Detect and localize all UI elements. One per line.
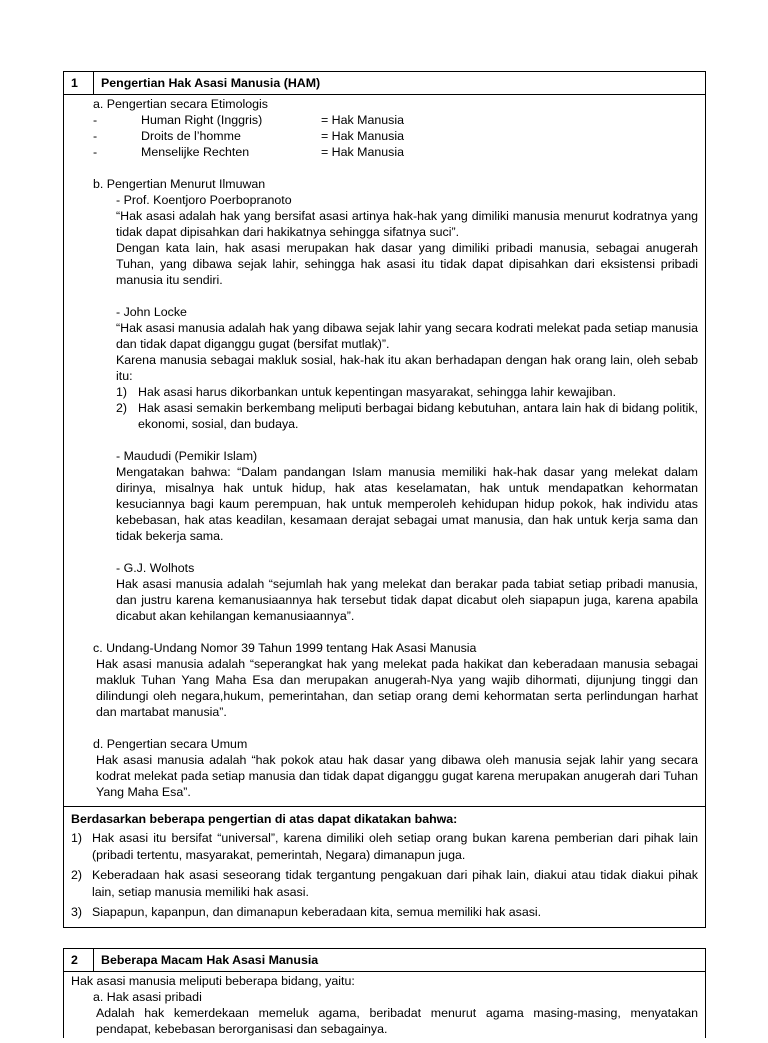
locke-items <box>71 384 698 432</box>
item-number: 3) <box>71 905 83 919</box>
summary-heading: Berdasarkan beberapa pengertian di atas dapat dikatakan bahwa: <box>71 812 458 826</box>
item-text: Hak asasi semakin berkembang meliputi berbagai bidang kebutuhan, antara lain hak di bidang politik, ekonomi, sosial, dan budaya. <box>138 401 698 431</box>
section-title: Pengertian Hak Asasi Manusia (HAM) <box>101 76 321 90</box>
item-number: 1) <box>116 385 128 399</box>
etymology-meaning: = Hak Manusia <box>321 113 404 127</box>
law-text: Hak asasi manusia adalah “seperangkat hak yang melekat pada hakikat dan keberadaan manusia sebagai makluk Tuhan Yang Maha Esa dan merupakan anugerah-Nya yang wajib dihormati, dijunjung tinggi dan dilindungi oleh negara,hukum, pemerintahan, dan setiap orang demi kehormatan serta perlindungan harhat dan martabat manusia”. <box>96 657 698 719</box>
etymology-term: Menselijke Rechten <box>141 145 250 159</box>
section-title: Beberapa Macam Hak Asasi Manusia <box>101 953 319 967</box>
etymology-row <box>71 128 698 144</box>
section-1-body <box>64 95 705 806</box>
maududi-text: Mengatakan bahwa: “Dalam pandangan Islam manusia memiliki hak-hak dasar yang melekat dalam dirinya, misalnya hak untuk hidup, hak atas keselamatan, hak untuk mendapatkan kehormatan kesuciannya bagi kaum perempuan, hak untuk memperoleh kehidupan hidup pokok, hak individu atas kebebasan, hak atas keadilan, kesamaan derajat sebagai umat manusia, dan hak untuk kerja sama dan tidak bekerja sama. <box>116 465 698 543</box>
item-text: Siapapun, kapanpun, dan dimanapun keberadaan kita, semua memiliki hak asasi. <box>92 905 542 919</box>
koentjoro-name: - Prof. Koentjoro Poerbopranoto <box>116 193 292 207</box>
summary-item <box>71 867 698 901</box>
wolhots-name: - G.J. Wolhots <box>116 561 195 575</box>
dash-bullet: - <box>93 145 98 159</box>
item-text: Hak asasi itu bersifat “universal”, karena dimiliki oleh setiap orang bukan karena pemberian dari pihak lain (pribadi tertentu, masyarakat, pemerintah, Negara) dimanapun juga. <box>92 831 698 862</box>
summary-item <box>71 904 698 921</box>
scientists-heading: b. Pengertian Menurut Ilmuwan <box>93 177 266 191</box>
etymology-meaning: = Hak Manusia <box>321 145 404 159</box>
summary-item <box>71 830 698 864</box>
general-text: Hak asasi manusia adalah “hak pokok atau hak dasar yang dibawa oleh manusia sejak lahir yang secara kodrat melekat pada setiap manusia dan tidak dapat diganggu gugat karena merupakan anugerah dari Tuhan Yang Maha Esa”. <box>96 753 698 799</box>
etymology-term: Human Right (Inggris) <box>141 113 263 127</box>
wolhots-text: Hak asasi manusia adalah “sejumlah hak yang melekat dan berakar pada tabiat setiap pribadi manusia, dan justru karena kemanusiaannya hak tersebut tidak dapat dicabut oleh siapapun juga, karena apabila dicabut akan kehilangan kemanusiaannya”. <box>116 577 698 623</box>
maududi-name: - Maududi (Pemikir Islam) <box>116 449 258 463</box>
koentjoro-text: Dengan kata lain, hak asasi merupakan hak dasar yang dimiliki pribadi manusia, sebagai anugerah Tuhan, yang dibawa sejak lahir, sehingga hak asasi itu tidak dapat dipisahkan dari eksistensi pribadi manusia itu sendiri. <box>116 241 698 287</box>
locke-item <box>71 384 698 400</box>
etymology-term: Droits de l’homme <box>141 129 241 143</box>
section-1-header <box>64 72 705 95</box>
dash-bullet: - <box>93 113 98 127</box>
locke-quote: “Hak asasi manusia adalah hak yang dibawa sejak lahir yang secara kodrati melekat pada setiap manusia dan tidak dapat diganggu gugat (bersifat mutlak)”. <box>116 321 698 351</box>
section-2-intro: Hak asasi manusia meliputi beberapa bidang, yaitu: <box>71 974 355 988</box>
section-2-header <box>64 949 705 972</box>
etymology-row <box>71 112 698 128</box>
etymology-list <box>71 112 698 160</box>
section-number: 1 <box>64 72 94 94</box>
item-number: 2) <box>71 868 83 882</box>
dash-bullet: - <box>93 129 98 143</box>
personal-rights-heading: a. Hak asasi pribadi <box>93 990 202 1004</box>
section-1-box <box>63 71 706 928</box>
locke-text: Karena manusia sebagai makluk sosial, hak-hak itu akan berhadapan dengan hak orang lain, oleh sebab itu: <box>116 353 698 383</box>
etymology-heading: a. Pengertian secara Etimologis <box>93 97 268 111</box>
section-2-body <box>64 972 705 1043</box>
locke-item <box>71 400 698 432</box>
locke-name: - John Locke <box>116 305 187 319</box>
law-heading: c. Undang-Undang Nomor 39 Tahun 1999 tentang Hak Asasi Manusia <box>93 641 477 655</box>
item-text: Hak asasi harus dikorbankan untuk kepentingan masyarakat, sehingga lahir kewajiban. <box>138 385 617 399</box>
summary-list <box>71 830 698 921</box>
item-text: Keberadaan hak asasi seseorang tidak tergantung pengakuan dari pihak lain, diakui atau tidak diakui pihak lain, setiap manusia memiliki hak asasi. <box>92 868 698 899</box>
item-number: 1) <box>71 831 83 845</box>
item-number: 2) <box>116 401 128 415</box>
etymology-row <box>71 144 698 160</box>
etymology-meaning: = Hak Manusia <box>321 129 404 143</box>
summary-block <box>64 806 705 927</box>
section-2-box <box>63 948 706 1038</box>
section-number: 2 <box>64 949 94 971</box>
personal-rights-text: Adalah hak kemerdekaan memeluk agama, beribadat menurut agama masing-masing, menyatakan pendapat, kebebasan berorganisasi dan sebagainya. <box>96 1006 698 1036</box>
general-heading: d. Pengertian secara Umum <box>93 737 248 751</box>
koentjoro-quote: “Hak asasi adalah hak yang bersifat asasi artinya hak-hak yang dimiliki manusia menurut kodratnya yang tidak dapat dipisahkan dari hakikatnya sehingga sifatnya suci”. <box>116 209 698 239</box>
